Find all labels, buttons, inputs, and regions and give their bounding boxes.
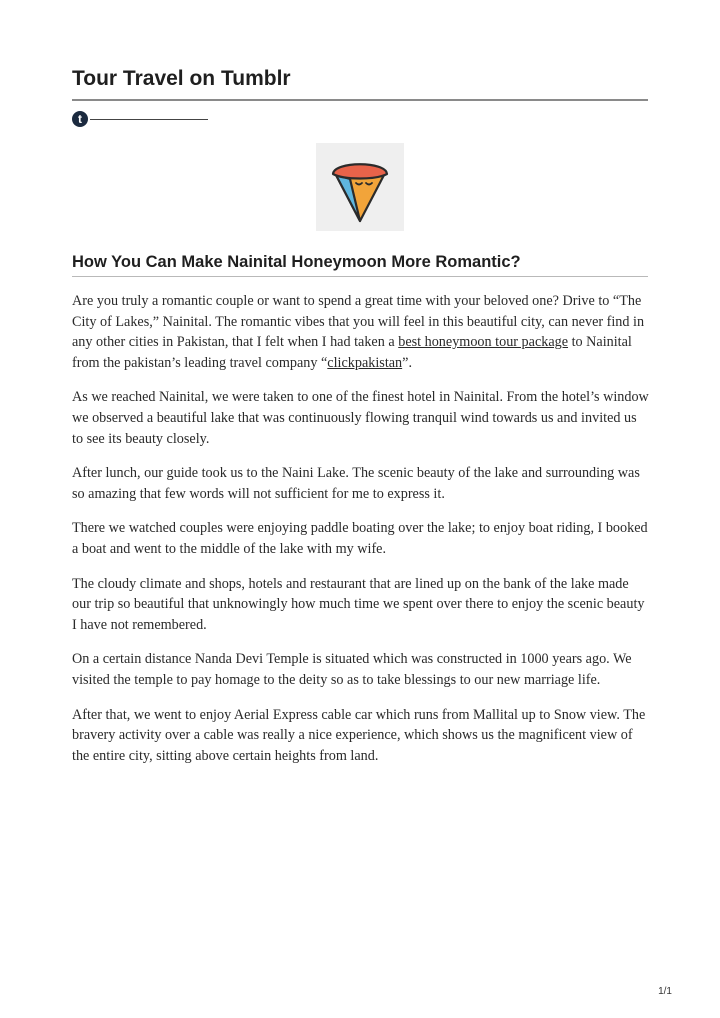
post-image xyxy=(316,143,404,231)
paragraph-intro xyxy=(72,291,650,373)
title-divider xyxy=(72,99,648,101)
paragraph: The cloudy climate and shops, hotels and restaurant that are lined up on the bank of the lake made our trip so beautiful that unknowingly how much time we spent over there to enjoy the scenic beauty I have not remembered. xyxy=(72,575,645,633)
cone-face-logo-icon xyxy=(316,143,404,231)
paragraph: There we watched couples were enjoying paddle boating over the lake; to enjoy boat riding, I booked a boat and went to the middle of the lake with my wife. xyxy=(72,520,648,557)
paragraph: On a certain distance Nanda Devi Temple is situated which was constructed in 1000 years ago. We visited the temple to pay homage to the deity so as to take blessings to our new marriage life. xyxy=(72,651,632,688)
tumblr-icon[interactable]: t xyxy=(72,111,88,127)
clickpakistan-link[interactable]: clickpakistan xyxy=(327,354,403,371)
paragraph: After lunch, our guide took us to the Naini Lake. The scenic beauty of the lake and surrounding was so amazing that few words will not sufficient for me to express it. xyxy=(72,465,640,502)
paragraph-intro-text-3: ”. xyxy=(402,354,413,371)
post-title-divider xyxy=(72,276,648,277)
honeymoon-package-link[interactable]: best honeymoon tour package xyxy=(398,334,569,351)
paragraph: After that, we went to enjoy Aerial Express cable car which runs from Mallital up to Snow view. The bravery activity over a cable was really a nice experience, which shows us the magnificent view of the entire city, sitting above certain heights from land. xyxy=(72,706,646,764)
paragraph-intro-text: Are you truly a romantic couple or want to spend a great time with your beloved one? Drive to “The City of Lakes,” Nainital. The romantic vibes that you will feel in this beautiful city, can never find in any other cities in Pakistan, that I felt when I had taken a xyxy=(72,293,645,351)
paragraph: As we reached Nainital, we were taken to one of the finest hotel in Nainital. From the hotel’s window we observed a beautiful lake that was continuously flowing tranquil wind towards us and invited us to see its beauty closely. xyxy=(72,389,649,447)
page-number: 1/1 xyxy=(658,986,672,997)
author-divider xyxy=(90,119,208,120)
site-title[interactable]: Tour Travel on Tumblr xyxy=(72,67,291,90)
post-title: How You Can Make Nainital Honeymoon More Romantic? xyxy=(72,253,521,271)
logo-cap xyxy=(333,164,387,178)
paragraph-intro-text-2: to Nainital from the pakistan’s leading travel company “ xyxy=(72,334,632,371)
post-body xyxy=(72,291,650,780)
